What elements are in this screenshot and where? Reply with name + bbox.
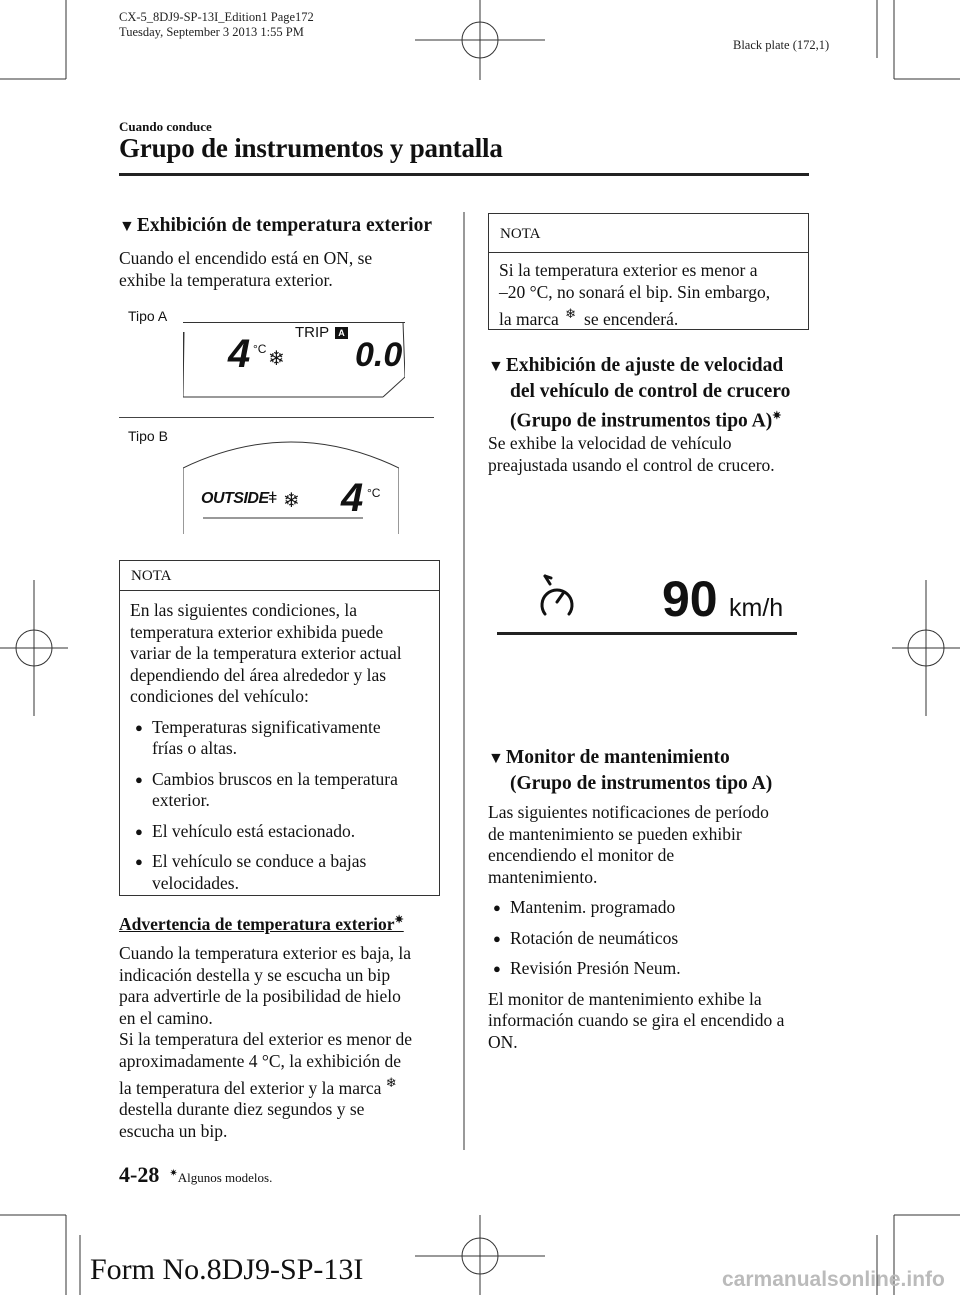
temp-intro-line: Cuando el encendido está en ON, se [119, 248, 373, 268]
type-divider [119, 417, 434, 418]
temp-heading [119, 213, 432, 239]
star-icon: ✷ [772, 410, 782, 422]
list-item [130, 851, 429, 894]
cruise-heading-line: del vehículo de control de crucero [510, 381, 791, 402]
note-box-2 [488, 213, 809, 330]
bullet-icon: ● [493, 961, 501, 976]
note2-body [489, 253, 808, 330]
maintenance-heading-line [488, 745, 772, 771]
cruise-speed-unit: km/h [729, 594, 784, 622]
trip-label: TRIP [295, 324, 330, 341]
maintenance-heading [488, 745, 772, 796]
list-item-text: El vehículo está estacionado. [152, 820, 356, 841]
lcd-b-temp-unit: °C [367, 486, 381, 500]
note1-intro-line: En las siguientes condiciones, la [130, 600, 357, 620]
outside-label: OUTSIDE [201, 490, 269, 507]
list-item-text: exterior. [152, 790, 210, 810]
lcd-temp-value: 4 [228, 332, 251, 376]
note1-body [120, 591, 439, 894]
note1-intro-line: dependiendo del área alrededor y las [130, 664, 387, 685]
maintenance-heading-line: (Grupo de instrumentos tipo A) [510, 773, 773, 794]
cruise-body-line: preajustada usando el control de crucero. [488, 454, 775, 475]
page-number: 4-28 [119, 1162, 160, 1187]
list-item [130, 717, 429, 760]
maintenance-line: ON. [488, 1031, 518, 1052]
list-item [488, 928, 818, 950]
triangle-icon: ▼ [488, 358, 504, 375]
list-item-text: Revisión Presión Neum. [510, 958, 681, 978]
speedometer-icon [537, 574, 577, 632]
warning-line: Si la temperatura del exterior es menor de [119, 1029, 413, 1049]
warning-line-text: la temperatura del exterior y la marca [119, 1077, 382, 1098]
maintenance-heading-text: Monitor de mantenimiento [505, 747, 730, 768]
bullet-icon: ● [135, 854, 143, 869]
watermark: carmanualsonline.info [722, 1268, 945, 1291]
note1-intro-line: temperatura exterior exhibida puede [130, 621, 384, 642]
warning-line: aproximadamente 4 °C, la exhibición de [119, 1050, 402, 1071]
warning-line: Cuando la temperatura exterior es baja, la [119, 943, 412, 963]
print-header-right: Black plate (172,1) [733, 38, 830, 52]
maintenance-line: mantenimiento. [488, 866, 598, 887]
form-number: Form No.8DJ9-SP-13I [90, 1253, 364, 1286]
warning-line [119, 1072, 449, 1099]
triangle-icon: ▼ [119, 218, 135, 235]
bullet-icon: ● [493, 900, 501, 915]
type-a-label: Tipo A [128, 308, 168, 324]
maintenance-line: información cuando se gira el encendido a [488, 1010, 785, 1030]
snowflake-icon: ❄ [565, 306, 577, 321]
star-icon: ✷ [169, 1167, 178, 1179]
warning-line: para advertirle de la posibilidad de hielo [119, 986, 401, 1006]
lcd-display-type-b [183, 428, 399, 534]
trip-value: 0.0 [355, 336, 403, 374]
cruise-underline [497, 632, 797, 635]
note2-line [499, 303, 800, 330]
warning-line: escucha un bip. [119, 1120, 228, 1141]
cruise-heading-text: (Grupo de instrumentos tipo A) [510, 410, 773, 432]
maintenance-line: de mantenimiento se pueden exhibir [488, 823, 742, 844]
print-header-date: Tuesday, September 3 2013 1:55 PM [119, 25, 304, 39]
bullet-icon: ● [135, 719, 143, 735]
note1-intro-line: condiciones del vehículo: [130, 686, 309, 706]
type-b-label: Tipo B [128, 428, 168, 444]
note2-line: Si la temperatura exterior es menor a [499, 260, 758, 280]
thermometer-icon: ǂ [268, 490, 278, 507]
list-item-text: El vehículo se conduce a bajas [152, 851, 367, 871]
list-item-text: Cambios bruscos en la temperatura [152, 768, 398, 789]
note1-intro-line: variar de la temperatura exterior actual [130, 643, 402, 663]
list-item [130, 769, 429, 812]
cruise-heading-line [488, 353, 790, 379]
bullet-icon: ● [493, 930, 501, 946]
note-title: NOTA [500, 226, 541, 242]
cruise-heading-text: Exhibición de ajuste de velocidad [505, 355, 784, 376]
snowflake-icon: ❄ [385, 1075, 397, 1090]
warning-line: en el camino. [119, 1007, 213, 1028]
cruise-body [488, 433, 775, 476]
lcd-display-type-a [183, 322, 405, 398]
snowflake-icon: ❄ [268, 348, 285, 370]
bullet-icon: ● [135, 771, 143, 787]
list-item [488, 897, 818, 919]
list-item [488, 958, 818, 980]
bullet-icon: ● [135, 823, 143, 839]
section-label: Cuando conduce [119, 119, 212, 134]
temp-intro [119, 248, 372, 291]
chapter-rule [119, 173, 809, 176]
maintenance-list [488, 897, 818, 980]
warning-line: destella durante diez segundos y se [119, 1099, 365, 1120]
maintenance-body [488, 802, 818, 1053]
list-item [130, 821, 429, 843]
cruise-heading [488, 353, 790, 434]
warning-heading [119, 913, 404, 935]
cruise-speed-display [497, 570, 797, 640]
warning-heading-text: Advertencia de temperatura exterior [119, 913, 395, 934]
list-item-text: Rotación de neumáticos [510, 927, 679, 948]
temp-intro-line: exhibe la temperatura exterior. [119, 269, 333, 290]
lcd-temp-unit: °C [253, 342, 267, 356]
cruise-heading-line [488, 404, 790, 434]
list-item-text: Mantenim. programado [510, 897, 676, 917]
cruise-body-line: Se exhibe la velocidad de vehículo [488, 433, 732, 453]
star-icon: ✷ [394, 914, 404, 926]
triangle-icon: ▼ [488, 750, 504, 767]
print-header-file: CX-5_8DJ9-SP-13I_Edition1 Page172 [119, 10, 314, 24]
note-title: NOTA [131, 568, 172, 584]
lcd-b-temp-value: 4 [341, 476, 364, 520]
note1-list [130, 717, 429, 895]
snowflake-icon: ❄ [283, 490, 300, 512]
footnote: Algunos modelos. [177, 1170, 273, 1185]
note2-line: –20 °C, no sonará el bip. Sin embargo, [499, 281, 771, 302]
trip-badge: A [335, 327, 348, 339]
note2-line-text: la marca [499, 308, 559, 329]
lcd-frame-b [183, 428, 399, 534]
note-box-1 [119, 560, 440, 896]
page-footer [119, 1162, 272, 1188]
chapter-title: Grupo de instrumentos y pantalla [119, 133, 503, 163]
note2-line-text: se encenderá. [584, 308, 679, 329]
list-item-text: frías o altas. [152, 738, 238, 758]
list-item-text: Temperaturas significativamente [152, 716, 381, 737]
maintenance-line: El monitor de mantenimiento exhibe la [488, 988, 762, 1009]
cruise-speed-value: 90 [662, 571, 718, 627]
warning-line: indicación destella y se escucha un bip [119, 964, 391, 985]
print-header-left [119, 10, 314, 40]
maintenance-line: Las siguientes notificaciones de período [488, 802, 769, 822]
warning-body [119, 943, 449, 1142]
temp-heading-text: Exhibición de temperatura exterior [136, 215, 432, 236]
list-item-text: velocidades. [152, 872, 239, 893]
maintenance-line: encendiendo el monitor de [488, 845, 675, 865]
